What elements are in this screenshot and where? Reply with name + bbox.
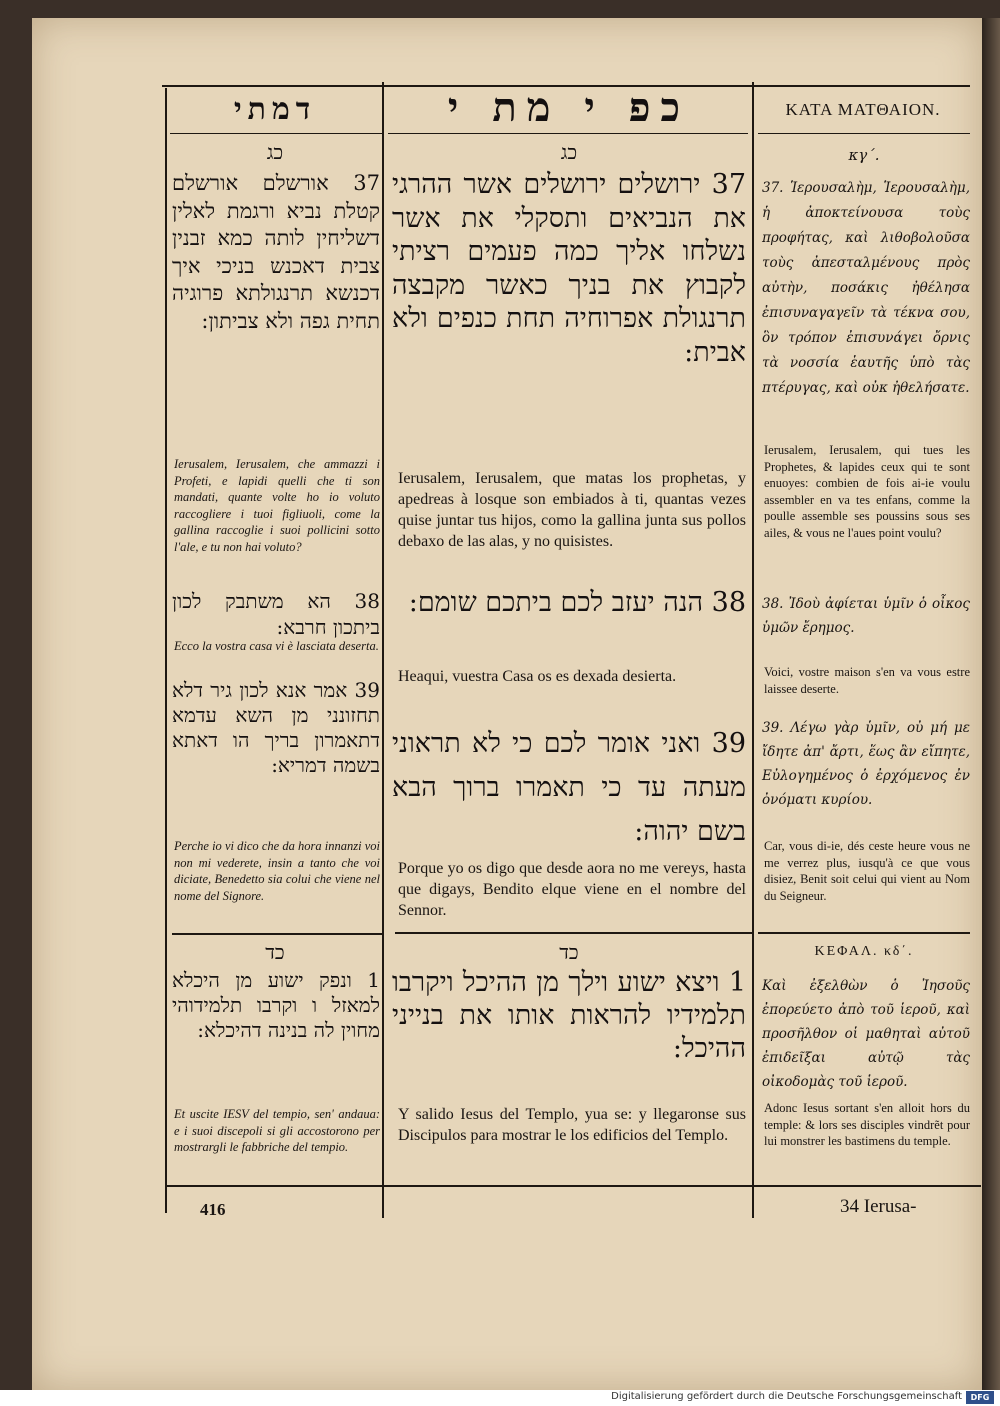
chapter-23-heading-aramaic: כג	[266, 140, 284, 164]
funding-credit: Digitalisierung gefördert durch die Deutsche Forschungsgemeinschaft	[611, 1391, 962, 1402]
chapter-23-heading-hebrew: כג	[560, 140, 578, 164]
verse-1-hebrew: 1 ויצא ישוע וילך מן ההיכל ויקרבו תלמידיו להראות אותו את בנייני ההיכל:	[392, 967, 746, 1064]
chapter-23-heading-greek: κγ΄.	[848, 146, 880, 164]
bottom-rule	[165, 1185, 981, 1187]
verse-39-italian: Perche io vi dico che da hora innanzi voi non mi vederete, insin a tanto che voi diciate, Benedetto sia colui che viene nel nome del Signore.	[174, 839, 380, 903]
verse-1-italian: Et uscite IESV del tempio, sen' andaua: e i suoi discepoli si gli accostorono per mostrargli le fabbriche del tempio.	[174, 1107, 380, 1154]
header-underline-right	[758, 133, 970, 134]
column-rule-center-left	[382, 82, 384, 1218]
verse-38-french: Voici, vostre maison s'en va vous estre laissee deserte.	[764, 665, 970, 696]
verse-1-greek: Καὶ ἐξελθὼν ὁ Ἰησοῦς ἐπορεύετο ἀπὸ τοῦ ἱεροῦ, καὶ προσῆλθον οἱ μαθηταὶ αὐτοῦ ἐπιδεῖξαι αὐτῷ τὰς οἰκοδομὰς τοῦ ἱεροῦ.	[762, 978, 970, 1090]
chapter-24-heading-hebrew: כד	[559, 940, 579, 964]
running-header-greek: ΚΑΤΑ ΜΑΤΘΑΙΟΝ.	[785, 100, 941, 119]
verse-37-greek: 37. Ἱερουσαλὴμ, Ἱερουσαλὴμ, ἡ ἀποκτείνουσα τοὺς προφήτας, καὶ λιθοβολοῦσα τοὺς ἀπεσταλμένους πρὸς αὐτὴν, ποσάκις ἠθέλησα ἐπισυναγαγεῖν τὰ τέκνα σου, ὃν τρόπον ἐπισυνάγει ὄρνις τὰ νοσσία ἑαυτῆς ὑπὸ τὰς πτέρυγας, καὶ οὐκ ἠθελήσατε.	[762, 180, 970, 396]
verse-1-french: Adonc Iesus sortant s'en alloit hors du temple: & lors ses disciples vindrẽt pour lui monstrer les bastimens du temple.	[764, 1101, 970, 1148]
column-rule-left	[165, 88, 167, 1213]
column-rule-center-right	[752, 82, 754, 1218]
verse-38-spanish: Heaqui, vuestra Casa os es dexada desierta.	[398, 668, 677, 685]
verse-39-french: Car, vous di-ie, dés ceste heure vous ne me verrez plus, iusqu'à ce que vous disiez, Benit soit celui qui vient au Nom du Seigneur.	[764, 839, 970, 903]
verse-38-hebrew: 38 הנה יעזב לכם ביתכם שומם:	[408, 587, 746, 618]
verse-39-spanish: Porque yo os digo que desde aora no me vereys, hasta que digays, Bendito elque viene en el nombre del Sennor.	[398, 860, 746, 919]
verse-39-greek: 39. Λέγω γὰρ ὑμῖν, οὐ μή με ἴδητε ἀπ' ἄρτι, ἕως ἂν εἴπητε, Εὐλογημένος ὁ ἐρχόμενος ἐν ὀνόματι κυρίου.	[762, 720, 970, 808]
chapter-rule-right	[758, 932, 970, 934]
header-underline-center	[388, 133, 748, 134]
verse-37-italian: Ierusalem, Ierusalem, che ammazzi i Profeti, e lapidi quelli che ti son mandati, quante volte ho io voluto raccogliere i tuoi figliuoli, come la gallina raccoglie i suoi pollicini sotto l'ale, e tu non hai voluto?	[174, 457, 380, 554]
verse-39-aramaic: 39 אמר אנא לכון גיר דלא תחזונני מן השא עדמא דתאמרון בריך הו דאתא בשמה דמריא:	[172, 678, 380, 777]
verse-38-greek: 38. Ἰδοὺ ἀφίεται ὑμῖν ὁ οἶκος ὑμῶν ἔρημος.	[762, 596, 970, 636]
catchword: 34 Ierusa-	[840, 1196, 917, 1217]
dfg-logo: DFG	[966, 1391, 994, 1404]
chapter-24-heading-aramaic: כד	[265, 940, 285, 964]
chapter-24-heading-greek: ΚΕΦΑΛ. κδ΄.	[814, 944, 914, 959]
chapter-rule-left	[172, 933, 382, 935]
verse-1-spanish: Y salido Iesus del Templo, yua se: y llegaronse sus Discipulos para mostrar le los edificios del Templo.	[398, 1106, 746, 1144]
running-header-aramaic: דמתי	[233, 92, 317, 127]
verse-37-french: Ierusalem, Ierusalem, qui tues les Prophetes, & lapides ceux qui te sont enuoyes: combien de fois ai-ie voulu assembler en va tes enfans, comme la poulle assemble ses poussins sous ses ailes, & vous ne l'aues point voulu?	[764, 443, 970, 540]
header-underline-left	[170, 133, 382, 134]
verse-37-spanish: Ierusalem, Ierusalem, que matas los prophetas, y apedreas à losque son embiados à ti, quantas vezes quise juntar tus hijos, como la gallina junta sus pollos debaxo de las alas, y no quisistes.	[398, 470, 746, 550]
page-edge	[982, 18, 1000, 1390]
digitization-footer	[0, 1390, 1000, 1406]
verse-37-aramaic: 37 אורשלם אורשלם קטלת נביא ורגמת לאלין דשליחין לותה כמא זבנין צבית דאכנש בניכי איך דכנשא תרנגולתא פרוגיה תחית גפה ולא צביתון:	[172, 171, 380, 333]
chapter-rule-center	[395, 932, 752, 934]
verse-1-aramaic: 1 ונפק ישוע מן היכלא למאזל ו וקרבו תלמידוהי מחוין לה בנינה דהיכלא:	[172, 968, 380, 1042]
verse-38-aramaic: 38 הא משתבק לכון ביתכון חרבא:	[172, 589, 380, 639]
running-header-hebrew: כפ י מת י	[447, 84, 691, 131]
verse-39-hebrew: 39 ואני אומר לכם כי לא תראוני מעתה עד כי תאמרו ברוך הבא בשם יהוה:	[392, 728, 746, 847]
verse-37-hebrew: 37 ירושלים ירושלים אשר ההרגי את הנביאים ותסקלי את אשר נשלחו אליך כמה פעמים רציתי לקבוץ את בניך כאשר מקבצה תרנגולת אפרוחיה תחת כנפים ולא אבית:	[392, 169, 746, 368]
page-number: 416	[200, 1200, 226, 1219]
verse-38-italian: Ecco la vostra casa vi è lasciata deserta.	[174, 639, 379, 653]
